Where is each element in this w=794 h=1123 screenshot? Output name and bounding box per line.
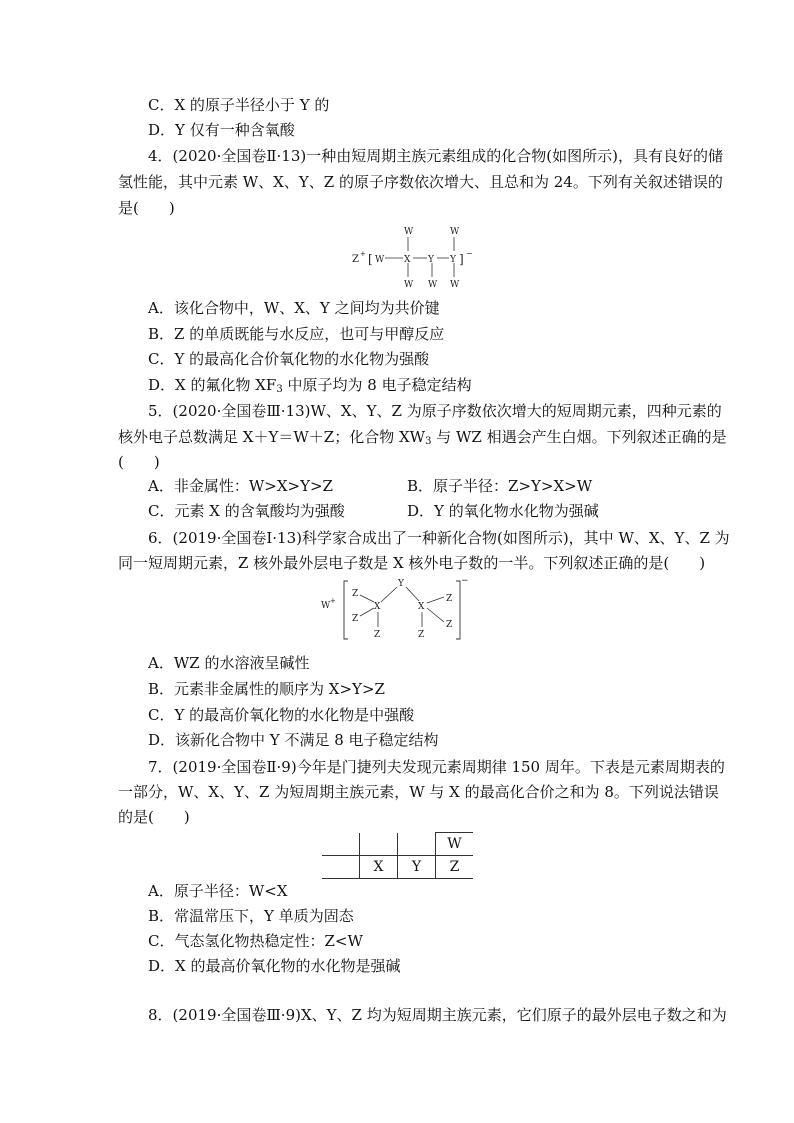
q4-structure-diagram [350, 225, 480, 291]
q4-left-bracket: [ [368, 252, 373, 266]
q7-option-d: D．X 的最高价氧化物的水化物是强碱 [148, 957, 401, 975]
q7-cell-y: Y [398, 856, 436, 879]
q5-stem-line3: ( ) [118, 453, 160, 471]
q6-stem-line1: 6．(2019·全国卷Ⅰ·13)科学家合成出了一种新化合物(如图所示)，其中 W、X、Y、Z 为 [148, 529, 730, 547]
q7-cell-z: Z [436, 856, 474, 879]
q7-option-c: C．气态氢化物热稳定性：Z<W [148, 932, 363, 950]
q7-cell-w: W [436, 833, 474, 856]
q4-right-bracket: ] [459, 252, 464, 266]
q4-anion-charge: − [466, 249, 473, 258]
q7-stem-line3: 的是( ) [118, 808, 190, 826]
q4-atom-y2: Y [450, 255, 456, 265]
q6-option-b: B．元素非金属性的顺序为 X>Y>Z [148, 680, 385, 698]
q5-option-b: B．原子半径：Z>Y>X>W [407, 477, 593, 495]
q5-option-c: C．元素 X 的含氧酸均为强酸 [148, 502, 345, 520]
q4-w-bottom-x: W [404, 280, 414, 290]
q7-stem-line2: 一部分，W、X、Y、Z 为短周期主族元素，W 与 X 的最高化合价之和为 8。下列说法错误 [118, 783, 719, 801]
q4-w-left: W [375, 255, 385, 265]
q6-z-right-bottom: Z [418, 630, 425, 640]
q6-z-right-top: Z [446, 594, 453, 604]
q6-atom-x-right: X [418, 602, 425, 612]
q7-periodic-table-fragment [322, 832, 473, 879]
q4-option-a: A．该化合物中，W、X、Y 之间均为共价键 [148, 299, 440, 317]
q4-option-d: D．X 的氟化物 $XF_3$ 中原子均为 8 电子稳定结构 [148, 376, 472, 395]
q6-atom-y: Y [398, 579, 404, 589]
q6-z-left-top: Z [352, 589, 359, 599]
q3-option-d: D．Y 仅有一种含氧酸 [148, 121, 295, 139]
q7-option-a: A．原子半径：W<X [148, 882, 288, 900]
q5-stem-line2: 核外电子总数满足 X＋Y＝W＋Z；化合物 $XW_3$ 与 WZ 相遇会产生白烟。下列叙述正确的是 [118, 428, 727, 447]
q6-structure-diagram [320, 575, 470, 645]
q6-anion-charge: − [461, 576, 469, 586]
q5-stem-line1: 5．(2020·全国卷Ⅲ·13)W、X、Y、Z 为原子序数依次增大的短周期元素，四种元素的 [148, 402, 722, 420]
q4-stem-line1: 4．(2020·全国卷Ⅱ·13)一种由短周期主族元素组成的化合物(如图所示)，具有良好的储 [148, 147, 723, 165]
q8-stem-line1: 8．(2019·全国卷Ⅲ·9)X、Y、Z 均为短周期主族元素，它们原子的最外层电子数之和为 [148, 1006, 727, 1024]
q4-option-c: C．Y 的最高化合价氧化物的水化物为强酸 [148, 350, 430, 368]
q6-cation-w: W [321, 601, 331, 611]
q4-cation-charge: + [360, 250, 366, 258]
q6-cation-charge: + [330, 597, 336, 605]
q7-option-b: B．常温常压下，Y 单质为固态 [148, 907, 354, 925]
q6-option-d: D．该新化合物中 Y 不满足 8 电子稳定结构 [148, 731, 439, 749]
q4-atom-x: X [404, 255, 411, 265]
q6-z-right-mid: Z [446, 620, 453, 630]
q6-stem-line2: 同一短周期元素，Z 核外最外层电子数是 X 核外电子数的一半。下列叙述正确的是( ) [118, 554, 706, 572]
q6-z-left-mid: Z [352, 614, 359, 624]
q5-option-a: A．非金属性：W>X>Y>Z [148, 477, 333, 495]
q6-option-a: A．WZ 的水溶液呈碱性 [148, 654, 310, 672]
q7-cell-x: X [360, 856, 398, 879]
q4-w-bottom-y1: W [428, 280, 438, 290]
q4-w-top-x: W [404, 227, 414, 237]
q4-cation-z: Z [352, 254, 359, 265]
q5-option-d: D．Y 的氧化物水化物为强碱 [407, 502, 599, 520]
q3-option-c: C．X 的原子半径小于 Y 的 [148, 96, 330, 114]
q6-atom-x-left: X [374, 602, 381, 612]
q4-stem-line2: 氢性能，其中元素 W、X、Y、Z 的原子序数依次增大、且总和为 24。下列有关叙述错误的 [118, 173, 723, 191]
q6-option-c: C．Y 的最高价氧化物的水化物是中强酸 [148, 706, 415, 724]
q4-w-top-y2: W [450, 227, 460, 237]
q4-stem-line3: 是( ) [118, 199, 175, 217]
q4-atom-y1: Y [428, 255, 434, 265]
q4-w-bottom-y2: W [450, 280, 460, 290]
q4-option-b: B．Z 的单质既能与水反应，也可与甲醇反应 [148, 325, 445, 343]
q6-z-left-bottom: Z [374, 630, 381, 640]
q7-stem-line1: 7．(2019·全国卷Ⅱ·9)今年是门捷列夫发现元素周期律 150 周年。下表是元素周期表的 [148, 758, 725, 776]
